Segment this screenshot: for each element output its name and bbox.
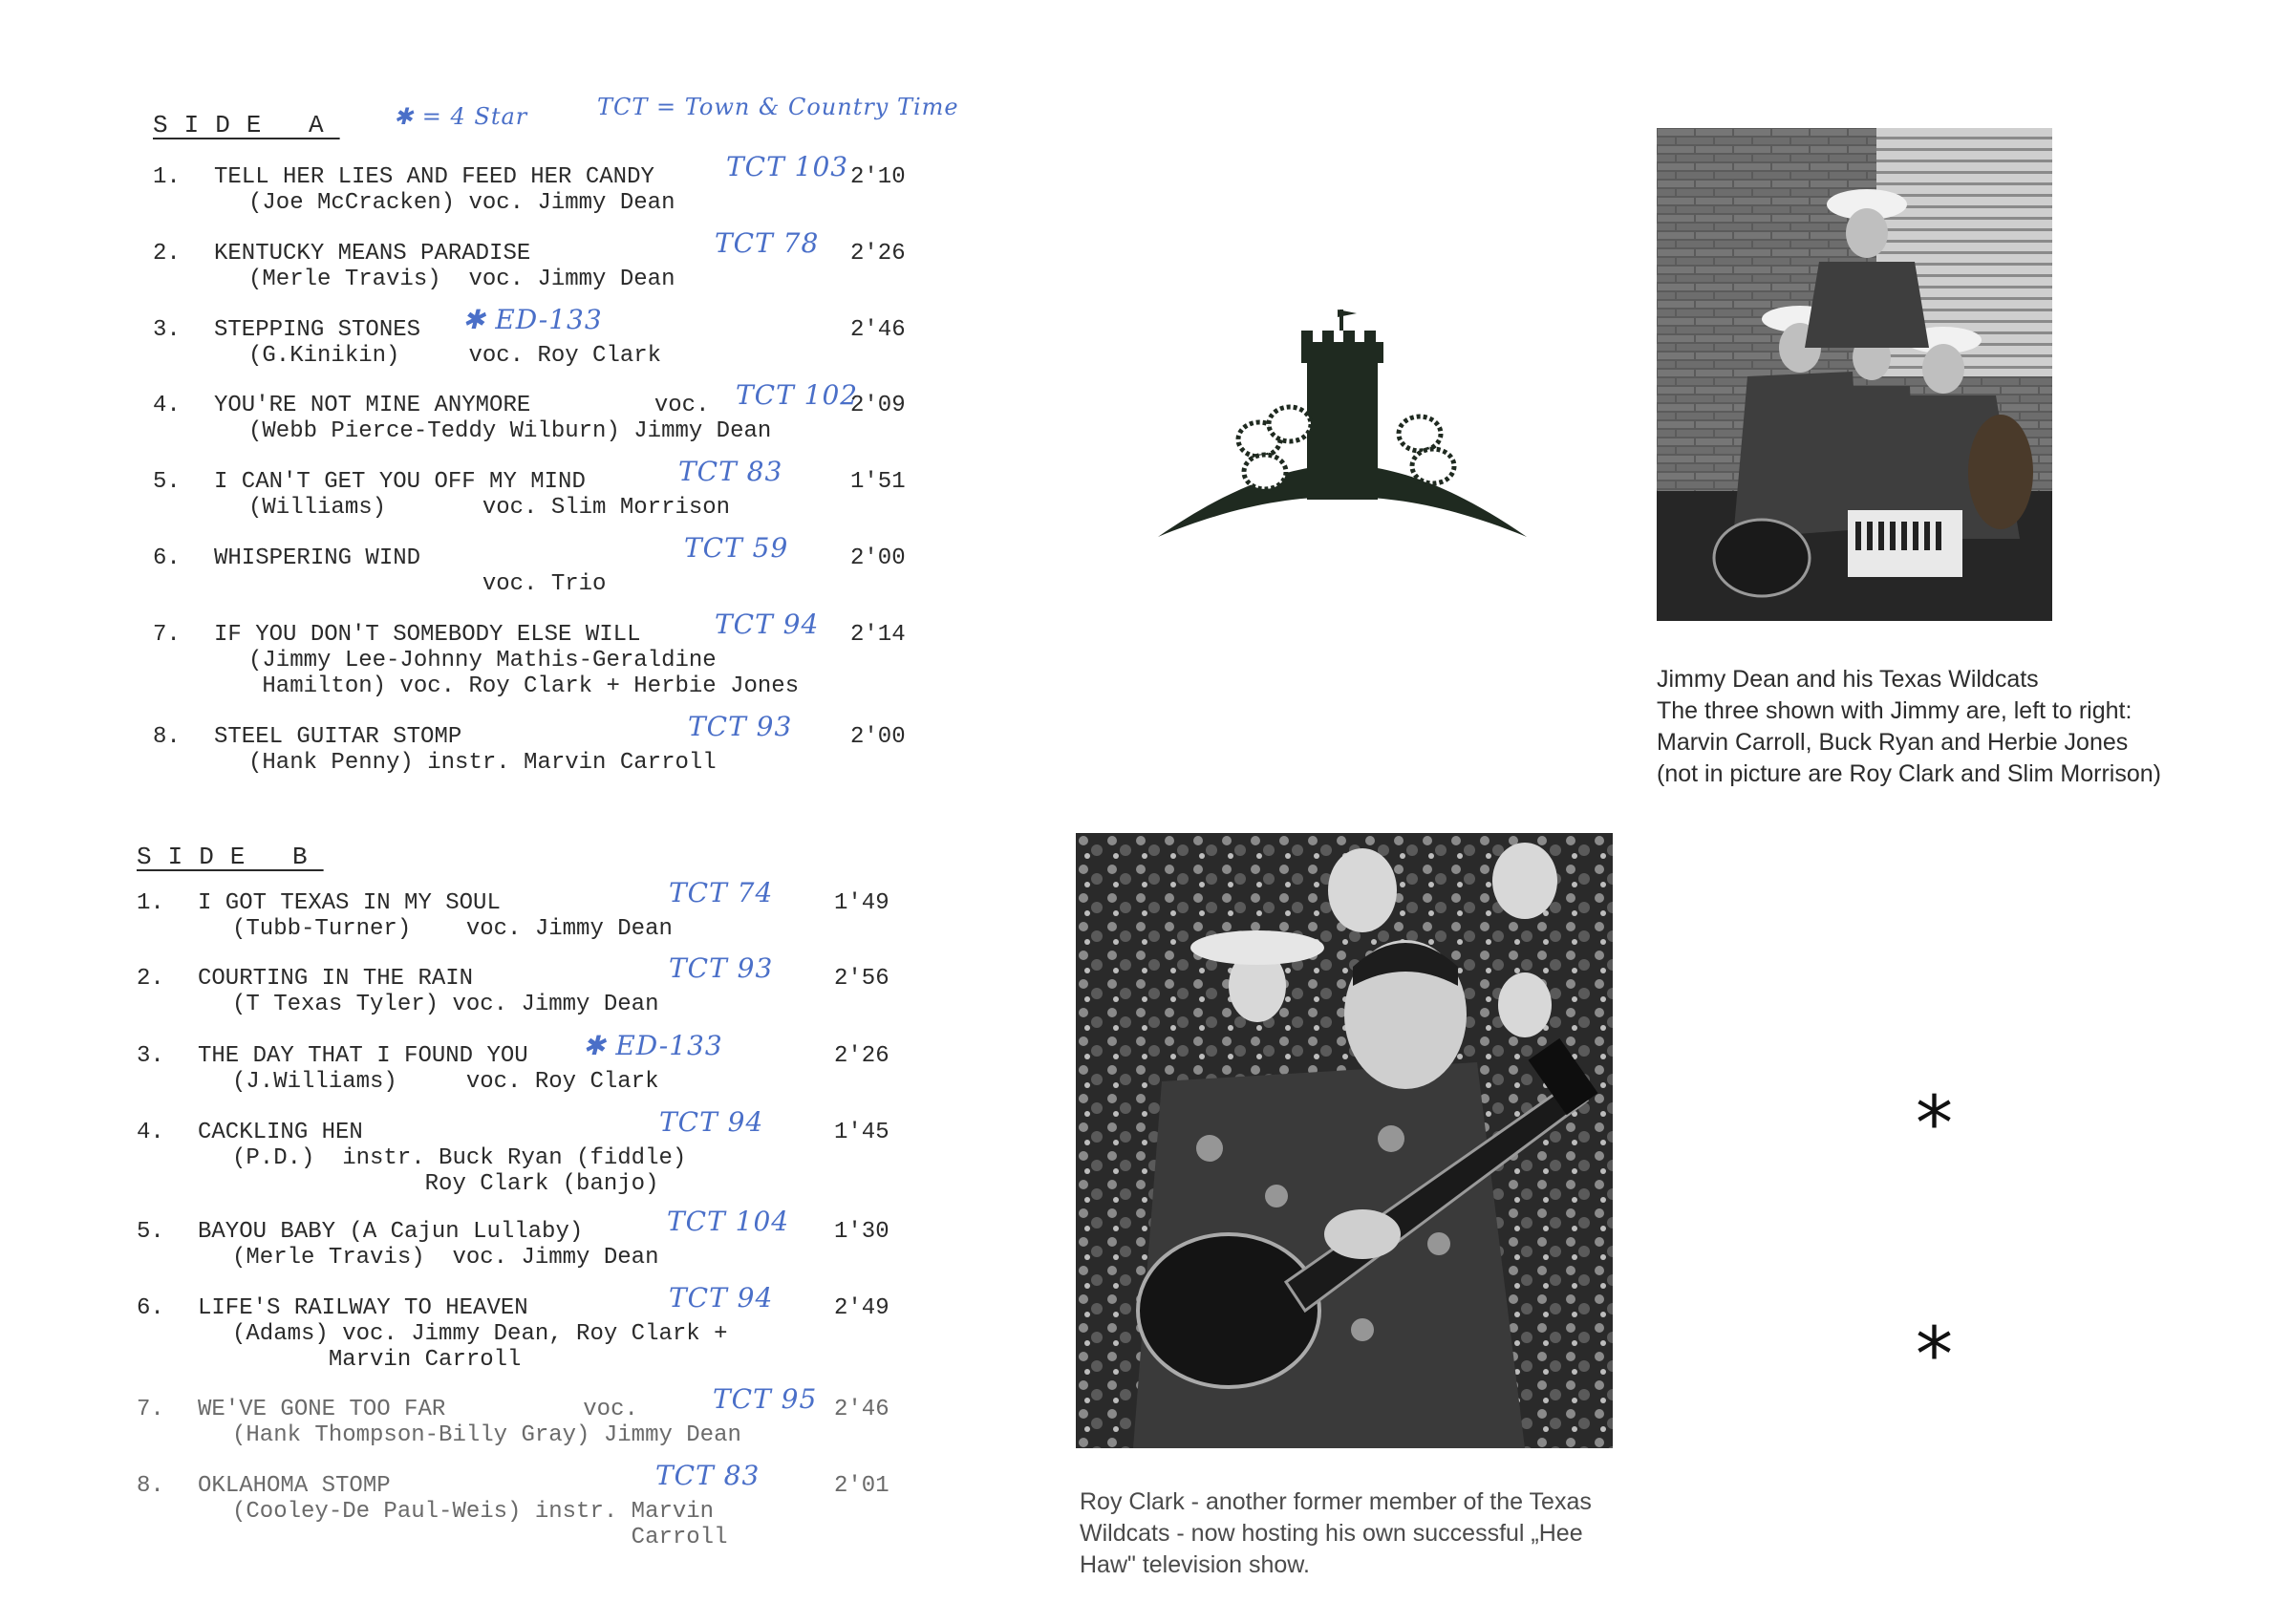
handwritten-catalog-note: TCT 95 <box>713 1383 818 1415</box>
track-title: CACKLING HEN <box>198 1120 363 1145</box>
track-credit: (Joe McCracken) voc. Jimmy Dean <box>248 190 675 216</box>
track-title: OKLAHOMA STOMP <box>198 1473 391 1499</box>
track-credit: (J.Williams) voc. Roy Clark <box>232 1069 659 1095</box>
track-credit: (Tubb-Turner) voc. Jimmy Dean <box>232 916 673 942</box>
track-credit: voc. Trio <box>248 571 607 597</box>
track-title: BAYOU BABY (A Cajun Lullaby) <box>198 1219 584 1245</box>
track-duration: 1'45 <box>834 1120 889 1145</box>
track-duration: 2'46 <box>850 317 906 343</box>
band-photo-caption: Jimmy Dean and his Texas Wildcats The three shown with Jimmy are, left to right: Marvin Carroll, Buck Ryan and Herbie Jones (not in picture are Roy Clark and Slim Morrison) <box>1657 666 2161 787</box>
track-duration: 1'30 <box>834 1219 889 1245</box>
track-title: WE'VE GONE TOO FAR voc. <box>198 1397 638 1422</box>
handwritten-catalog-note: TCT 102 <box>736 379 859 411</box>
track-credit: (Merle Travis) voc. Jimmy Dean <box>232 1245 659 1271</box>
track-number: 2. <box>153 241 181 267</box>
track-duration: 1'49 <box>834 890 889 916</box>
handwritten-catalog-note: TCT 83 <box>678 456 783 487</box>
roy-clark-photo <box>1076 833 1613 1448</box>
track-credit: (Williams) voc. Slim Morrison <box>248 495 731 521</box>
track-number: 7. <box>137 1397 164 1422</box>
track-duration: 2'10 <box>850 164 906 190</box>
track-number: 5. <box>137 1219 164 1245</box>
track-number: 5. <box>153 469 181 495</box>
track-credit: (Hank Thompson-Billy Gray) Jimmy Dean <box>232 1422 741 1448</box>
track-title: TELL HER LIES AND FEED HER CANDY <box>214 164 654 190</box>
track-credit: (Cooley-De Paul-Weis) instr. Marvin <box>232 1499 715 1525</box>
track-credit: (Jimmy Lee-Johnny Mathis-Geraldine <box>248 648 717 673</box>
track-title: IF YOU DON'T SOMEBODY ELSE WILL <box>214 622 641 648</box>
roy-clark-caption: Roy Clark - another former member of the Texas Wildcats - now hosting his own successful „Hee Haw" television show. <box>1080 1488 1592 1578</box>
track-number: 3. <box>153 317 181 343</box>
handwritten-catalog-note: ✱ ED-133 <box>583 1030 723 1061</box>
handwritten-catalog-note: ✱ ED-133 <box>462 304 603 335</box>
track-title: I CAN'T GET YOU OFF MY MIND <box>214 469 586 495</box>
track-credit: (T Texas Tyler) voc. Jimmy Dean <box>232 992 659 1017</box>
handwritten-catalog-note: TCT 74 <box>669 877 774 908</box>
track-credit: (Adams) voc. Jimmy Dean, Roy Clark + <box>232 1321 728 1347</box>
track-number: 8. <box>153 724 181 750</box>
legend-tct: TCT = Town & Country Time <box>597 94 959 120</box>
track-number: 1. <box>153 164 181 190</box>
track-credit-continued: Marvin Carroll <box>232 1347 522 1373</box>
track-credit: (G.Kinikin) voc. Roy Clark <box>248 343 662 369</box>
track-credit: (P.D.) instr. Buck Ryan (fiddle) <box>232 1145 687 1171</box>
margin-star-mark: * <box>1916 1081 1953 1167</box>
track-title: LIFE'S RAILWAY TO HEAVEN <box>198 1295 528 1321</box>
legend-4-star: ✱ = 4 Star <box>394 103 528 130</box>
track-number: 1. <box>137 890 164 916</box>
handwritten-catalog-note: TCT 103 <box>726 151 849 182</box>
track-number: 8. <box>137 1473 164 1499</box>
track-title: KENTUCKY MEANS PARADISE <box>214 241 531 267</box>
track-number: 6. <box>153 545 181 571</box>
track-title: STEPPING STONES <box>214 317 421 343</box>
track-credit: (Webb Pierce-Teddy Wilburn) Jimmy Dean <box>248 418 772 444</box>
track-duration: 2'00 <box>850 724 906 750</box>
track-credit-continued: Hamilton) voc. Roy Clark + Herbie Jones <box>248 673 800 699</box>
band-photo <box>1657 128 2052 621</box>
handwritten-catalog-note: TCT 78 <box>715 227 820 259</box>
handwritten-catalog-note: TCT 94 <box>715 609 820 640</box>
track-number: 4. <box>137 1120 164 1145</box>
track-number: 6. <box>137 1295 164 1321</box>
handwritten-catalog-note: TCT 94 <box>669 1282 774 1314</box>
handwritten-catalog-note: TCT 93 <box>669 952 774 984</box>
margin-star-mark: * <box>1916 1313 1953 1399</box>
track-title: STEEL GUITAR STOMP <box>214 724 462 750</box>
side-b-heading: SIDE B <box>137 843 324 871</box>
handwritten-catalog-note: TCT 59 <box>684 532 789 564</box>
track-title: WHISPERING WIND <box>214 545 421 571</box>
track-duration: 2'00 <box>850 545 906 571</box>
track-credit-continued: Roy Clark (banjo) <box>232 1171 659 1197</box>
track-duration: 2'26 <box>834 1043 889 1069</box>
handwritten-catalog-note: TCT 104 <box>667 1206 790 1237</box>
track-duration: 2'49 <box>834 1295 889 1321</box>
track-duration: 2'46 <box>834 1397 889 1422</box>
track-credit: (Hank Penny) instr. Marvin Carroll <box>248 750 717 776</box>
track-number: 3. <box>137 1043 164 1069</box>
track-duration: 2'14 <box>850 622 906 648</box>
handwritten-catalog-note: TCT 93 <box>688 711 793 742</box>
track-title: YOU'RE NOT MINE ANYMORE voc. <box>214 393 710 418</box>
castle-tower-logo <box>1146 304 1538 543</box>
handwritten-catalog-note: TCT 83 <box>655 1460 761 1491</box>
track-title: I GOT TEXAS IN MY SOUL <box>198 890 501 916</box>
track-credit: (Merle Travis) voc. Jimmy Dean <box>248 267 675 292</box>
track-duration: 1'51 <box>850 469 906 495</box>
track-duration: 2'26 <box>850 241 906 267</box>
track-duration: 2'56 <box>834 966 889 992</box>
track-credit-continued: Carroll <box>232 1525 728 1550</box>
track-duration: 2'09 <box>850 393 906 418</box>
track-number: 7. <box>153 622 181 648</box>
track-duration: 2'01 <box>834 1473 889 1499</box>
side-a-heading: SIDE A <box>153 111 340 139</box>
track-number: 4. <box>153 393 181 418</box>
track-title: COURTING IN THE RAIN <box>198 966 474 992</box>
handwritten-catalog-note: TCT 94 <box>659 1106 764 1138</box>
track-title: THE DAY THAT I FOUND YOU <box>198 1043 528 1069</box>
track-number: 2. <box>137 966 164 992</box>
